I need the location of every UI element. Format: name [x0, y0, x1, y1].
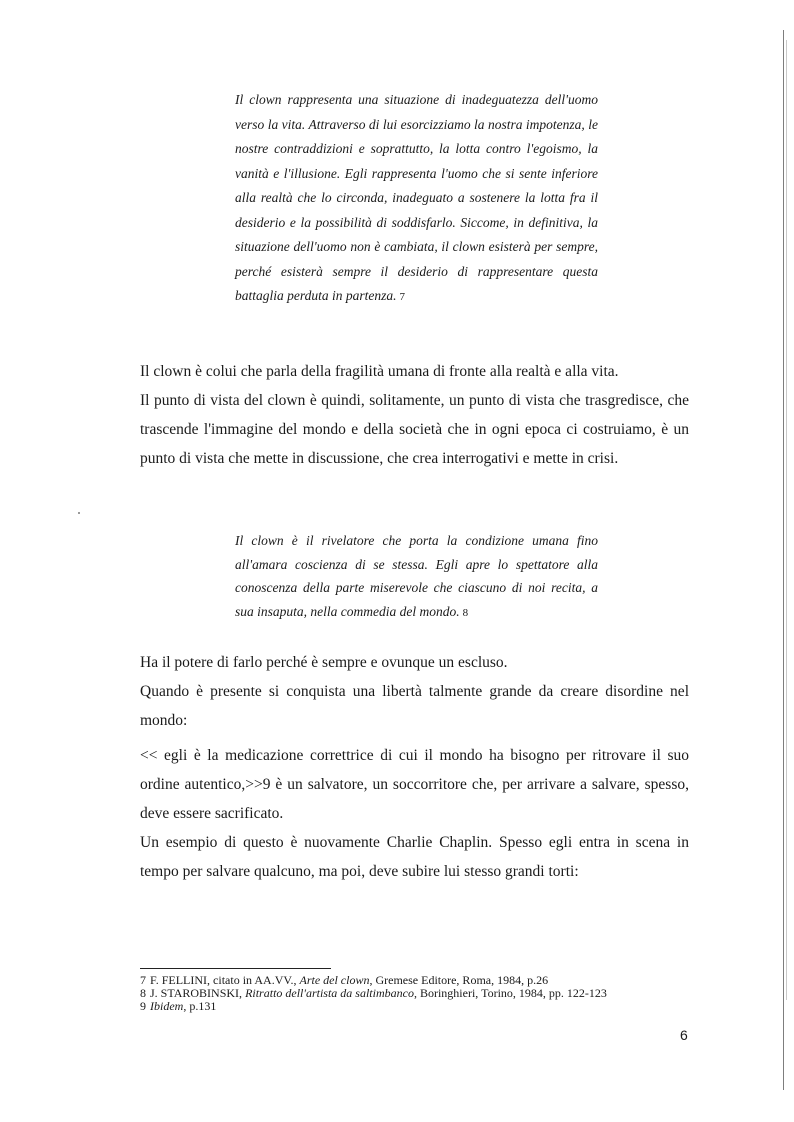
paragraph: Un esempio di questo è nuovamente Charlie Chaplin. Spesso egli entra in scena in tempo per salvare qualcuno, ma poi, deve subire lui stesso grandi torti: [140, 834, 689, 880]
paragraph: << egli è la medicazione correttrice di cui il mondo ha bisogno per ritrovare il suo ordine autentico,>>9 è un salvatore, un soccorritore che, per arrivare a salvare, spesso, deve essere sacrificato. [140, 747, 689, 822]
block-quote-fellini [235, 88, 598, 310]
footnote-title: Ibidem [150, 999, 184, 1013]
footnote-9: 9 Ibidem, p.131 [140, 999, 217, 1013]
footnotes [140, 974, 670, 1013]
footnote-ref-8[interactable]: 8 [462, 606, 469, 619]
footnote-title: Ritratto dell'artista da saltimbanco [245, 986, 414, 1000]
footnote-7: 7 F. FELLINI, citato in AA.VV., Arte del clown, Gremese Editore, Roma, 1984, p.26 [140, 973, 549, 987]
page-number: 6 [680, 1027, 688, 1043]
block-quote-starobinski [235, 529, 598, 625]
footnote-ref-7[interactable]: 7 [399, 291, 405, 303]
paragraph: Quando è presente si conquista una libertà talmente grande da creare disordine nel mondo: [140, 683, 689, 729]
footnote-title: Arte del clown [299, 973, 370, 987]
stray-mark [78, 512, 80, 514]
body-text-block-1 [140, 357, 689, 473]
page-edge-line [783, 30, 784, 1090]
page-edge-shadow [786, 40, 787, 1000]
paragraph: Il punto di vista del clown è quindi, solitamente, un punto di vista che trasgredisce, che trascende l'immagine del mondo e della società che in ogni epoca ci costruiamo, è un punto di vista che mette in discussione, che crea interrogativi e mette in crisi. [140, 392, 689, 467]
body-text-block-2 [140, 648, 689, 886]
quote-text: Il clown rappresenta una situazione di inadeguatezza dell'uomo verso la vita. Attraverso di lui esorcizziamo la nostra impotenza, le nostre contraddizioni e soprattutto, la lotta contro l'egoismo, la vanità e l'illusione. Egli rappresenta l'uomo che si sente inferiore alla realtà che lo circonda, inadeguato a sostenere la lotta fra il desiderio e la possibilità di soddisfarlo. Siccome, in definitiva, la situazione dell'uomo non è cambiata, il clown esisterà per sempre, perché esisterà sempre il desiderio di rappresentare questa battaglia perduta in partenza. [235, 92, 598, 303]
paragraph: Il clown è colui che parla della fragilità umana di fronte alla realtà e alla vita. [140, 363, 619, 380]
paragraph: Ha il potere di farlo perché è sempre e ovunque un escluso. [140, 654, 508, 671]
footnote-separator [140, 968, 331, 969]
footnote-8: 8 J. STAROBINSKI, Ritratto dell'artista da saltimbanco, Boringhieri, Torino, 1984, pp. 122-123 [140, 986, 607, 1000]
quote-text: Il clown è il rivelatore che porta la condizione umana fino all'amara coscienza di se stessa. Egli apre lo spettatore alla conoscenza della parte miserevole che ciascuno di noi recita, a sua insaputa, nella commedia del mondo. [235, 533, 598, 619]
